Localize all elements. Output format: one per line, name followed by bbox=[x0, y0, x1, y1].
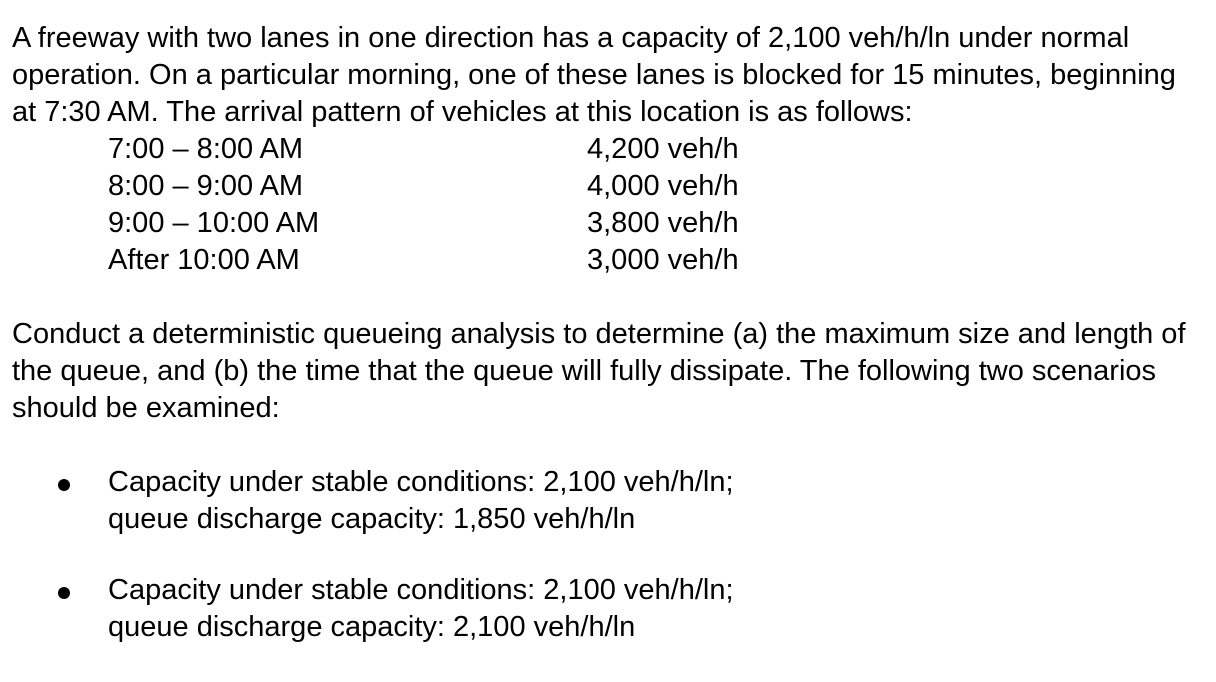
scenario-item bbox=[12, 572, 1208, 646]
arrival-rate: 4,200 veh/h bbox=[587, 133, 739, 165]
schedule-row bbox=[12, 168, 1208, 205]
problem-document bbox=[12, 20, 1208, 680]
arrival-schedule bbox=[12, 131, 1208, 279]
period-label: 8:00 – 9:00 AM bbox=[108, 170, 304, 202]
schedule-row bbox=[12, 205, 1208, 242]
schedule-row bbox=[12, 131, 1208, 168]
arrival-rate: 4,000 veh/h bbox=[587, 170, 739, 202]
period-label: 7:00 – 8:00 AM bbox=[108, 133, 304, 165]
arrival-rate: 3,800 veh/h bbox=[587, 207, 739, 239]
period-label: 9:00 – 10:00 AM bbox=[108, 207, 320, 239]
scenario-stable-capacity: Capacity under stable conditions: 2,100 veh/h/ln; bbox=[108, 466, 734, 498]
scenario-discharge-capacity: queue discharge capacity: 2,100 veh/h/ln bbox=[108, 611, 636, 643]
schedule-row bbox=[12, 242, 1208, 279]
scenario-stable-capacity: Capacity under stable conditions: 2,100 veh/h/ln; bbox=[108, 574, 734, 606]
bullet-icon bbox=[58, 479, 70, 491]
scenario-item bbox=[12, 464, 1208, 538]
intro-paragraph: A freeway with two lanes in one direction has a capacity of 2,100 veh/h/ln under normal operation. On a particular morning, one of these lanes is blocked for 15 minutes, beginning at 7:30 AM. The arrival pattern of vehicles at this location is as follows: bbox=[12, 22, 1176, 128]
scenario-list bbox=[12, 464, 1208, 646]
task-paragraph: Conduct a deterministic queueing analysis to determine (a) the maximum size and length of the queue, and (b) the time that the queue will fully dissipate. The following two scenarios should be examined: bbox=[12, 318, 1186, 424]
scenario-discharge-capacity: queue discharge capacity: 1,850 veh/h/ln bbox=[108, 503, 636, 535]
period-label: After 10:00 AM bbox=[108, 244, 300, 276]
bullet-icon bbox=[58, 587, 70, 599]
arrival-rate: 3,000 veh/h bbox=[587, 244, 739, 276]
